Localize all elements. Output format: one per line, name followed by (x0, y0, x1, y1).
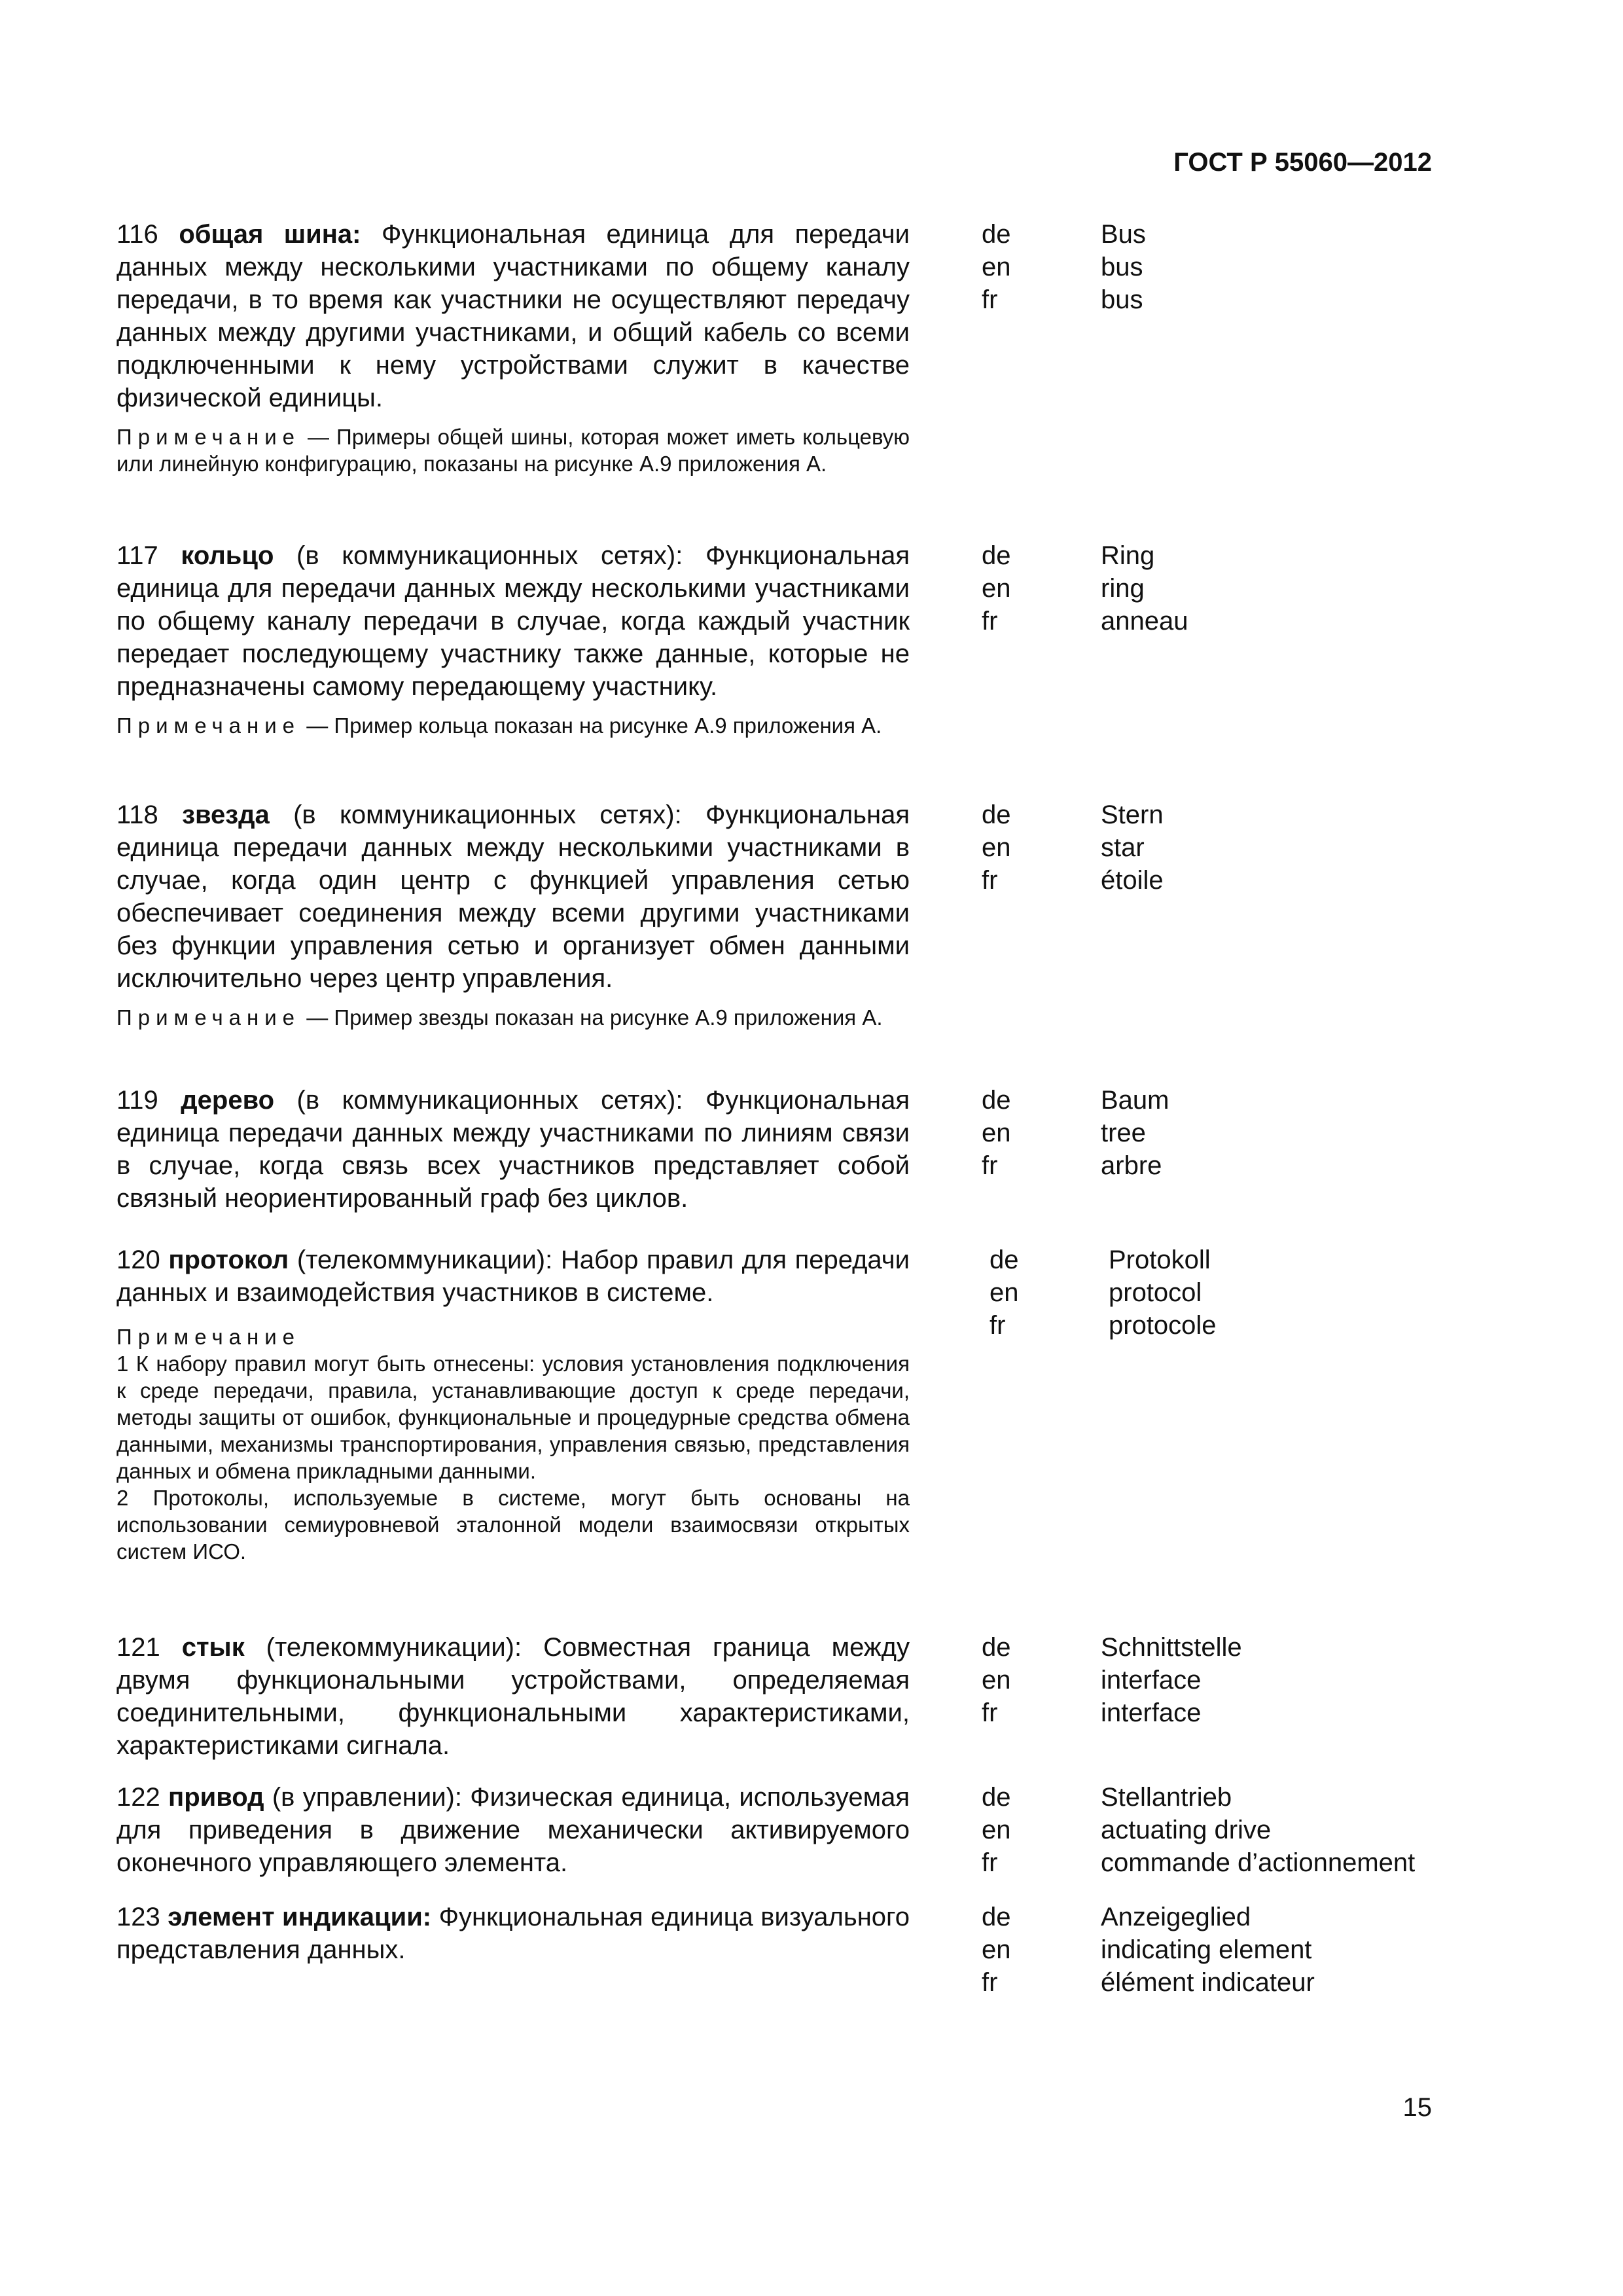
lang-term: Stellantrieb (1101, 1783, 1232, 1812)
lang-term: commande d’actionnement (1101, 1848, 1416, 1877)
lang-term: Baum (1101, 1086, 1169, 1115)
term-entry-119 (116, 1084, 910, 1215)
term-qualifier: (телекоммуникации): (266, 1633, 522, 1662)
lang-code: fr (982, 866, 998, 895)
term-note: Примечание — Пример звезды показан на рисунке А.9 приложения А. (116, 1005, 883, 1030)
term-entry-121 (116, 1631, 910, 1762)
lang-code: de (982, 541, 1011, 570)
term-text: Функциональная единица визуального представления данных. (116, 1903, 910, 1964)
lang-term: anneau (1101, 607, 1188, 636)
term-definition (116, 539, 910, 703)
note-item-2: 2 Протоколы, используемые в системе, могут быть основаны на использовании семиуровневой эталонной модели взаимосвязи открытых систем ИСО. (116, 1486, 910, 1564)
lang-term: bus (1101, 253, 1143, 281)
term-text: Физическая единица, используемая для приведения в движение механически активируемого оконечного управляющего элемента. (116, 1783, 910, 1877)
term-definition (116, 218, 910, 414)
lang-code: fr (982, 607, 998, 636)
term-entry-123 (116, 1901, 910, 1966)
term-definition (116, 1084, 910, 1215)
note-text: Пример звезды показан на рисунке А.9 приложения А. (334, 1005, 883, 1030)
note-label: Примечание (116, 713, 301, 738)
lang-term: protocol (1109, 1278, 1202, 1307)
term-note: Примечание — Пример кольца показан на рисунке А.9 приложения А. (116, 713, 882, 738)
lang-term: arbre (1101, 1151, 1162, 1180)
translations-116 (982, 218, 1146, 316)
lang-term: Anzeigeglied (1101, 1903, 1251, 1931)
note-text: Пример кольца показан на рисунке А.9 приложения А. (334, 713, 882, 738)
term-name: протокол (168, 1246, 289, 1274)
translations-122 (982, 1781, 1415, 1879)
term-qualifier: (в управлении): (272, 1783, 462, 1812)
term-note (116, 1323, 910, 1565)
note-label: Примечание (116, 425, 301, 449)
lang-term: actuating drive (1101, 1816, 1272, 1844)
note-item-1: 1 К набору правил могут быть отнесены: условия установления подключения к среде передачи, правила, устанавливающие доступ к среде передачи, методы защиты от ошибок, функциональные и процедурные средства обмена данными, механизмы транспортирования, управления связью, представления данных и обмена прикладными данными. (116, 1352, 910, 1483)
translations-119 (982, 1084, 1169, 1182)
term-name: стык (181, 1633, 245, 1662)
lang-code: de (982, 1783, 1011, 1812)
term-note: Примечание — Примеры общей шины, которая может иметь кольцевую или линейную конфигурацию, показаны на рисунке А.9 приложения А. (116, 425, 910, 476)
term-definition (116, 1901, 910, 1966)
term-qualifier: (в коммуникационных сетях): (293, 800, 682, 829)
note-text: Примеры общей шины, которая может иметь кольцевую или линейную конфигурацию, показаны на рисунке А.9 приложения А. (116, 425, 910, 476)
page-number: 15 (1402, 2093, 1432, 2122)
term-entry-120 (116, 1244, 910, 1565)
term-number: 120 (116, 1246, 160, 1274)
term-definition (116, 1781, 910, 1879)
translations-118 (982, 798, 1164, 897)
lang-code: en (982, 574, 1011, 603)
translations-121 (982, 1631, 1242, 1729)
lang-code: de (982, 220, 1011, 249)
term-name: элемент индикации: (168, 1903, 432, 1931)
term-number: 118 (116, 800, 158, 829)
term-number: 121 (116, 1633, 160, 1662)
term-entry-116 (116, 218, 910, 477)
lang-code: fr (982, 285, 998, 314)
lang-code: de (982, 1633, 1011, 1662)
lang-term: star (1101, 833, 1145, 862)
term-name: кольцо (181, 541, 274, 570)
lang-term: étoile (1101, 866, 1164, 895)
lang-code: en (982, 1119, 1011, 1147)
term-text: Функциональная единица для передачи данных между несколькими участниками по общему каналу передачи в случае, когда каждый участник передает последующему участнику также данные, которые не предназначены самому передающему участнику. (116, 541, 910, 701)
lang-code: en (982, 253, 1011, 281)
lang-term: Ring (1101, 541, 1155, 570)
term-name: общая шина: (179, 220, 361, 249)
term-number: 119 (116, 1086, 158, 1115)
term-text: Функциональная единица передачи данных между несколькими участниками в случае, когда один центр с функцией управления сетью обеспечивает соединения между всеми другими участниками без функции управления сетью и организует обмен данными исключительно через центр управления. (116, 800, 910, 993)
term-number: 116 (116, 220, 158, 249)
lang-code: de (982, 1903, 1011, 1931)
lang-term: interface (1101, 1698, 1202, 1727)
term-definition (116, 798, 910, 995)
lang-term: interface (1101, 1666, 1202, 1695)
term-text: Функциональная единица передачи данных между участниками по линиям связи в случае, когда связь всех участников представляет собой связный неориентированный граф без циклов. (116, 1086, 910, 1213)
term-text: Функциональная единица для передачи данных между несколькими участниками по общему каналу передачи, в то время как участники не осуществляют передачу данных между другими участниками, и общий кабель со всеми подключенными к нему устройствами служит в качестве физической единицы. (116, 220, 910, 412)
note-label: Примечание (116, 1325, 301, 1349)
document-header: ГОСТ Р 55060—2012 (1173, 148, 1432, 177)
lang-term: élément indicateur (1101, 1968, 1315, 1997)
lang-term: tree (1101, 1119, 1146, 1147)
lang-code: de (982, 800, 1011, 829)
lang-term: protocole (1109, 1311, 1217, 1340)
term-qualifier: (в коммуникационных сетях): (296, 541, 683, 570)
lang-code: fr (982, 1848, 998, 1877)
lang-term: bus (1101, 285, 1143, 314)
lang-code: de (990, 1246, 1019, 1274)
term-text: Набор правил для передачи данных и взаимодействия участников в системе. (116, 1246, 910, 1307)
lang-code: fr (990, 1311, 1006, 1340)
translations-120 (990, 1244, 1217, 1342)
lang-code: en (982, 833, 1011, 862)
lang-code: en (982, 1666, 1011, 1695)
term-definition (116, 1631, 910, 1762)
lang-term: Stern (1101, 800, 1164, 829)
lang-code: en (982, 1935, 1011, 1964)
term-entry-122 (116, 1781, 910, 1879)
term-name: звезда (182, 800, 270, 829)
term-entry-117 (116, 539, 910, 739)
translations-123 (982, 1901, 1315, 1999)
translations-117 (982, 539, 1188, 637)
term-qualifier: (телекоммуникации): (296, 1246, 553, 1274)
lang-code: fr (982, 1968, 998, 1997)
term-text: Совместная граница между двумя функциональными устройствами, определяемая соединительными, функциональными характеристиками, характеристиками сигнала. (116, 1633, 910, 1760)
note-label: Примечание (116, 1005, 301, 1030)
lang-code: en (982, 1816, 1011, 1844)
lang-code: en (990, 1278, 1019, 1307)
lang-code: fr (982, 1698, 998, 1727)
lang-term: ring (1101, 574, 1145, 603)
term-number: 123 (116, 1903, 160, 1931)
lang-code: fr (982, 1151, 998, 1180)
lang-term: Protokoll (1109, 1246, 1211, 1274)
term-name: привод (168, 1783, 264, 1812)
term-qualifier: (в коммуникационных сетях): (296, 1086, 683, 1115)
term-number: 122 (116, 1783, 160, 1812)
lang-term: Schnittstelle (1101, 1633, 1242, 1662)
term-definition (116, 1244, 910, 1309)
term-entry-118 (116, 798, 910, 1031)
term-number: 117 (116, 541, 158, 570)
lang-term: Bus (1101, 220, 1146, 249)
lang-term: indicating element (1101, 1935, 1312, 1964)
lang-code: de (982, 1086, 1011, 1115)
term-name: дерево (181, 1086, 275, 1115)
